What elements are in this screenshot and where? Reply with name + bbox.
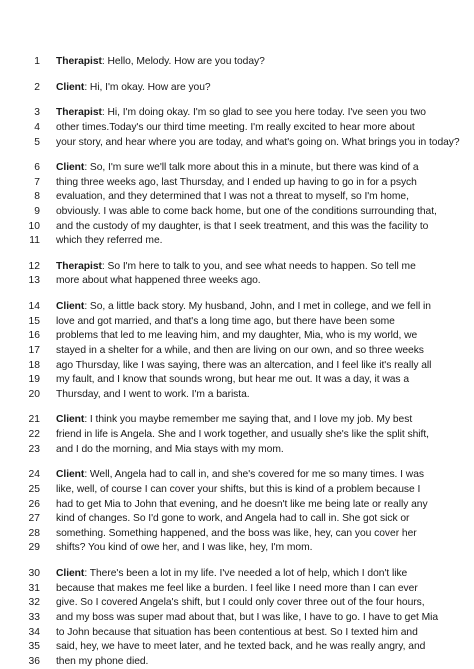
speaker-label: Therapist — [56, 107, 102, 119]
line-number: 35 — [28, 641, 40, 653]
line-text — [56, 205, 456, 219]
utterance-text: thing three weeks ago, last Thursday, and I ended up having to go in for a psych — [56, 176, 417, 188]
line-text — [56, 388, 456, 402]
transcript-line — [0, 329, 474, 343]
transcript-line — [0, 176, 474, 190]
utterance-text: like, well, of course I can cover your shifts, but this is kind of a problem because I — [56, 483, 421, 495]
line-text — [56, 483, 456, 497]
line-text — [56, 121, 456, 135]
utterance-text: : Hi, I'm doing okay. I'm so glad to see you here today. I've seen you two — [101, 107, 426, 119]
line-text — [56, 567, 456, 581]
transcript-line — [0, 428, 474, 442]
transcript-line — [0, 161, 474, 175]
utterance-text: more about what happened three weeks ago. — [56, 275, 261, 287]
utterance-text: something. Something happened, and the boss was like, hey, can you cover her — [56, 527, 417, 539]
line-text — [56, 315, 456, 329]
utterance-text: friend in life is Angela. She and I work together, and usually she's like the split shift, — [56, 429, 429, 440]
line-number: 27 — [28, 513, 40, 525]
utterance-text: : I think you maybe remember me saying that, and I love my job. My best — [84, 414, 413, 426]
line-text — [56, 468, 456, 482]
transcript-line — [0, 190, 474, 204]
utterance-text: : There's been a lot in my life. I've needed a lot of help, which I don't like — [84, 568, 408, 579]
utterance-text: and my boss was super mad about that, but I was like, I have to go. I have to get Mia — [56, 611, 439, 623]
line-text — [56, 260, 456, 274]
line-text — [56, 527, 456, 541]
transcript-line — [0, 640, 474, 654]
line-number: 20 — [28, 388, 40, 400]
line-text — [56, 443, 456, 457]
utterance-text: kind of changes. So I'd gone to work, and Angela had to call in. She got sick or — [56, 513, 410, 525]
transcript-line — [0, 359, 474, 373]
line-text — [56, 359, 456, 373]
line-number: 6 — [34, 162, 40, 174]
line-number: 34 — [28, 626, 40, 638]
line-number: 22 — [28, 429, 40, 440]
transcript-line — [0, 234, 474, 248]
line-text — [56, 428, 456, 442]
line-number: 17 — [28, 344, 40, 356]
transcript-line — [0, 443, 474, 457]
line-text — [56, 640, 456, 654]
utterance-text: love and got married, and that's a long time ago, but there have been some — [56, 315, 395, 327]
line-text — [56, 161, 456, 175]
transcript-line — [0, 626, 474, 640]
line-number: 7 — [34, 176, 40, 188]
line-number: 33 — [28, 611, 40, 623]
line-text — [56, 220, 456, 234]
utterance-text: : Hello, Melody. How are you today? — [101, 56, 265, 67]
utterance-text: Thursday, and I went to work. I'm a barista. — [56, 388, 250, 400]
speaker-label: Client — [56, 414, 85, 426]
line-text — [56, 274, 456, 288]
utterance-text: and I do the morning, and Mia stays with my mom. — [56, 443, 284, 455]
transcript-line — [0, 344, 474, 358]
transcript-line — [0, 611, 474, 625]
line-text — [56, 106, 456, 120]
line-text — [56, 596, 456, 610]
line-text — [56, 655, 456, 669]
utterance-text: because that makes me feel like a burden. I feel like I need more than I can ever — [56, 582, 418, 594]
speaker-label: Client — [56, 162, 85, 174]
line-number: 10 — [28, 220, 40, 232]
utterance-text: my fault, and I know that sounds wrong, but hear me out. It was a day, it was a — [56, 374, 410, 386]
transcript-line — [0, 567, 474, 581]
line-text — [56, 413, 456, 427]
transcript-line — [0, 483, 474, 497]
utterance-text: to John because that situation has been contentious at best. So I texted him and — [56, 626, 418, 638]
line-number: 12 — [28, 260, 40, 272]
transcript-line — [0, 413, 474, 427]
line-number: 28 — [28, 527, 40, 539]
line-text — [56, 81, 456, 95]
line-text — [56, 582, 456, 596]
line-number: 25 — [28, 483, 40, 495]
line-text — [56, 176, 456, 190]
utterance-text: : So, a little back story. My husband, John, and I met in college, and we fell in — [84, 301, 431, 313]
utterance-text: other times.Today's our third time meeting. I'm really excited to hear more about — [56, 121, 415, 133]
line-text — [56, 498, 456, 512]
line-number: 18 — [28, 359, 40, 371]
speaker-label: Client — [56, 469, 85, 481]
line-number: 2 — [34, 81, 40, 93]
line-number: 26 — [28, 498, 40, 510]
transcript-line — [0, 205, 474, 219]
line-number: 19 — [28, 374, 40, 386]
utterance-text: : So I'm here to talk to you, and see what needs to happen. So tell me — [101, 260, 416, 272]
utterance-text: stayed in a shelter for a while, and then are living on our own, and so three weeks — [56, 344, 424, 356]
speaker-label: Client — [56, 301, 85, 313]
line-number: 36 — [28, 655, 40, 667]
line-text — [56, 344, 456, 358]
utterance-text: ago Thursday, like I was saying, there was an altercation, and I feel like it's really all — [56, 359, 432, 371]
line-number: 23 — [28, 443, 40, 455]
utterance-text: obviously. I was able to come back home, but one of the conditions surrounding that, — [56, 206, 437, 217]
utterance-text: your story, and hear where you are today, and what's going on. What brings you in today? — [56, 136, 460, 148]
transcript-line — [0, 300, 474, 314]
transcript-line — [0, 388, 474, 402]
utterance-text: then my phone died. — [56, 655, 149, 667]
utterance-text: : Well, Angela had to call in, and she's covered for me so many times. I was — [84, 469, 424, 481]
transcript-line — [0, 220, 474, 234]
line-text — [56, 611, 456, 625]
utterance-text: which they referred me. — [56, 235, 163, 247]
utterance-text: and the custody of my daughter, is that I seek treatment, and this was the facility to — [56, 220, 429, 232]
line-number: 29 — [28, 542, 40, 554]
transcript-line — [0, 81, 474, 95]
line-number: 13 — [28, 275, 40, 287]
line-number: 15 — [28, 315, 40, 327]
line-number: 30 — [28, 568, 40, 579]
line-number: 14 — [28, 301, 40, 313]
line-number: 5 — [34, 136, 40, 148]
utterance-text: said, hey, we have to meet later, and he texted back, and he was really angry, and — [56, 641, 426, 653]
transcript-line — [0, 512, 474, 526]
line-number: 3 — [34, 107, 40, 119]
transcript-line — [0, 498, 474, 512]
utterance-text: give. So I covered Angela's shift, but I could only cover three out of the four hours, — [56, 597, 425, 609]
line-text — [56, 512, 456, 526]
line-number: 9 — [34, 206, 40, 217]
line-number: 16 — [28, 330, 40, 342]
transcript-line — [0, 582, 474, 596]
line-number: 24 — [28, 469, 40, 481]
transcript-line — [0, 136, 474, 150]
utterance-text: problems that led to me leaving him, and my daughter, Mia, who is my world, we — [56, 330, 418, 342]
line-text — [56, 300, 456, 314]
transcript-line — [0, 106, 474, 120]
line-number: 4 — [34, 121, 40, 133]
utterance-text: evaluation, and they determined that I was not a threat to myself, so I'm home, — [56, 191, 409, 203]
transcript-line — [0, 468, 474, 482]
line-number: 11 — [29, 235, 40, 247]
utterance-text: : So, I'm sure we'll talk more about this in a minute, but there was kind of a — [84, 162, 419, 174]
line-number: 1 — [34, 56, 40, 67]
speaker-label: Therapist — [56, 260, 102, 272]
line-text — [56, 329, 456, 343]
utterance-text: shifts? You kind of owe her, and I was like, hey, I'm mom. — [56, 542, 313, 554]
transcript-line — [0, 274, 474, 288]
transcript-line — [0, 373, 474, 387]
transcript-line — [0, 527, 474, 541]
line-text — [56, 190, 456, 204]
line-text — [56, 626, 456, 640]
speaker-label: Client — [56, 568, 85, 579]
utterance-text: had to get Mia to John that evening, and he doesn't like me being late or really any — [56, 498, 428, 510]
line-number: 8 — [34, 191, 40, 203]
transcript-line — [0, 260, 474, 274]
line-text — [56, 541, 456, 555]
transcript-line — [0, 55, 474, 69]
transcript-line — [0, 541, 474, 555]
line-text — [56, 234, 456, 248]
line-number: 31 — [28, 582, 40, 594]
speaker-label: Therapist — [56, 56, 102, 67]
line-text — [56, 373, 456, 387]
line-text — [56, 55, 456, 69]
speaker-label: Client — [56, 81, 85, 93]
line-number: 21 — [28, 414, 40, 426]
utterance-text: : Hi, I'm okay. How are you? — [84, 81, 211, 93]
transcript-line — [0, 315, 474, 329]
transcript-line — [0, 596, 474, 610]
line-number: 32 — [28, 597, 40, 609]
transcript-line — [0, 121, 474, 135]
transcript-line — [0, 655, 474, 669]
line-text — [56, 136, 460, 150]
